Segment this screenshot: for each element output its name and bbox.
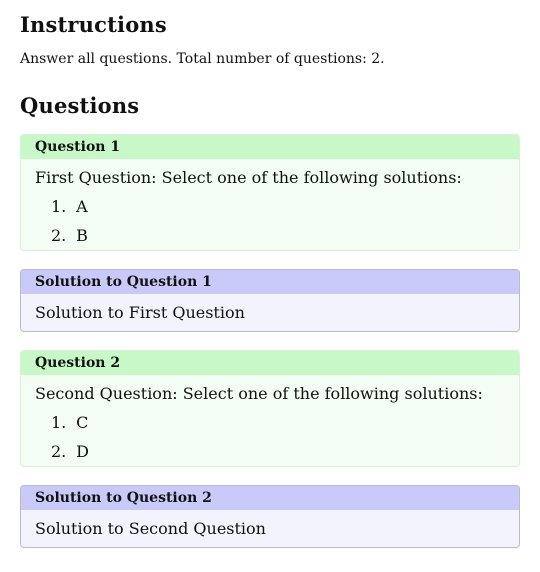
option-number: 1. (51, 197, 67, 216)
question-2-prompt: Second Question: Select one of the following solutions: (35, 384, 483, 403)
instructions-heading: Instructions (20, 12, 167, 37)
solution-2-header: Solution to Question 2 (21, 486, 519, 510)
option-label: B (76, 226, 88, 245)
question-1-option-2 (51, 226, 88, 245)
question-1-option-1 (51, 197, 88, 216)
option-number: 2. (51, 442, 67, 461)
option-label: A (76, 197, 88, 216)
instructions-text: Answer all questions. Total number of questions: 2. (20, 51, 385, 67)
solution-1-text: Solution to First Question (35, 303, 245, 322)
question-2-box (20, 350, 520, 467)
option-number: 2. (51, 226, 67, 245)
solution-2-box (20, 485, 520, 548)
question-2-option-2 (51, 442, 89, 461)
question-1-prompt: First Question: Select one of the following solutions: (35, 168, 462, 187)
option-number: 1. (51, 413, 67, 432)
question-2-option-1 (51, 413, 88, 432)
question-2-header: Question 2 (21, 351, 519, 375)
question-1-header: Question 1 (21, 135, 519, 159)
question-1-box (20, 134, 520, 251)
option-label: C (76, 413, 89, 432)
solution-1-header: Solution to Question 1 (21, 270, 519, 294)
solution-1-box (20, 269, 520, 332)
questions-heading: Questions (20, 93, 140, 118)
option-label: D (76, 442, 89, 461)
solution-2-text: Solution to Second Question (35, 519, 266, 538)
